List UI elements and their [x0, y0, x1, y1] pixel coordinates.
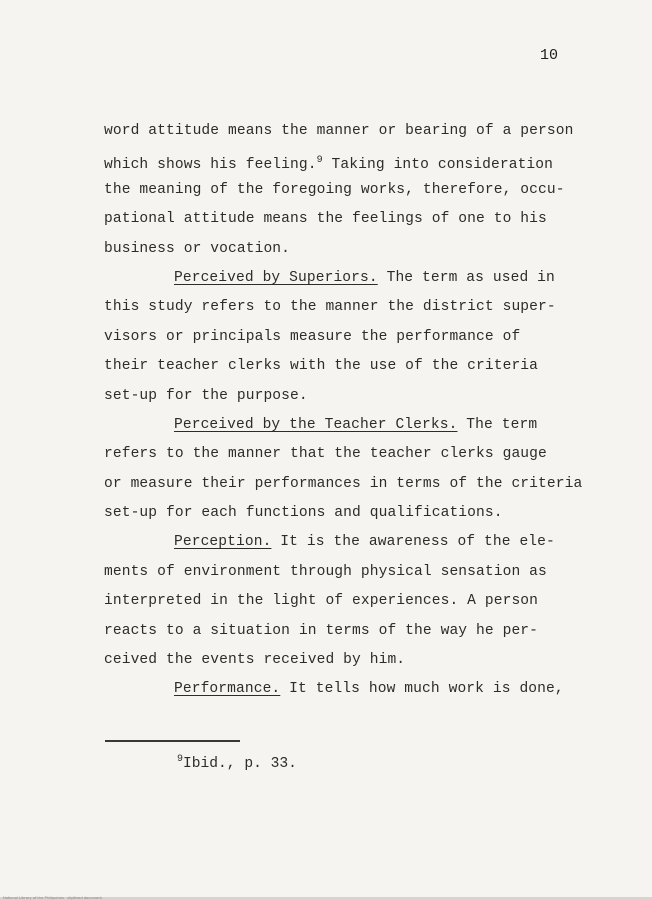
text-line: ments of environment through physical sensation as — [104, 563, 547, 580]
text-line: word attitude means the manner or bearing of a person — [104, 123, 574, 139]
footnote-rule — [105, 740, 240, 742]
text-line: this study refers to the manner the district super- — [104, 299, 556, 316]
text-fragment: Taking into consideration — [322, 157, 554, 174]
text-line: their teacher clerks with the use of the criteria — [104, 358, 539, 375]
term-heading: Perceived by Superiors. — [174, 269, 378, 286]
definition-first-line — [104, 528, 594, 557]
text-line: set-up for each functions and qualifications. — [104, 505, 503, 522]
text-line: the meaning of the foregoing works, therefore, occu- — [104, 181, 565, 198]
text-line: or measure their performances in terms of the criteria — [104, 475, 583, 492]
definition-first-line — [104, 675, 594, 704]
body-text — [104, 117, 594, 705]
page-number: 10 — [539, 47, 558, 64]
text-fragment: The term — [457, 416, 538, 433]
footnote-text: Ibid., p. 33. — [183, 756, 297, 772]
footnote-reference: 9 — [316, 155, 323, 167]
footnote-marker: 9 — [177, 754, 184, 765]
text-fragment: which shows his feeling. — [104, 157, 317, 174]
definition-first-line — [104, 411, 594, 440]
text-fragment: It is the awareness of the ele- — [271, 534, 555, 551]
text-fragment: The term as used in — [377, 269, 555, 286]
scan-caption: National Library of the Philippines · digitized document — [3, 896, 102, 900]
definition-first-line — [104, 264, 594, 293]
text-line: set-up for the purpose. — [104, 387, 308, 404]
text-line: business or vocation. — [104, 240, 291, 257]
term-heading: Performance. — [174, 681, 281, 698]
text-fragment: It tells how much work is done, — [280, 681, 564, 698]
text-line: ceived the events received by him. — [104, 652, 406, 669]
text-line: interpreted in the light of experiences. A person — [104, 593, 539, 610]
text-line — [104, 146, 594, 175]
text-line: visors or principals measure the performance of — [104, 328, 521, 345]
text-line: refers to the manner that the teacher clerks gauge — [104, 446, 547, 463]
text-line: pational attitude means the feelings of one to his — [104, 211, 547, 228]
term-heading: Perceived by the Teacher Clerks. — [174, 416, 458, 433]
term-heading: Perception. — [174, 534, 272, 551]
text-line: reacts to a situation in terms of the way he per- — [104, 622, 539, 639]
footnote — [177, 754, 297, 772]
